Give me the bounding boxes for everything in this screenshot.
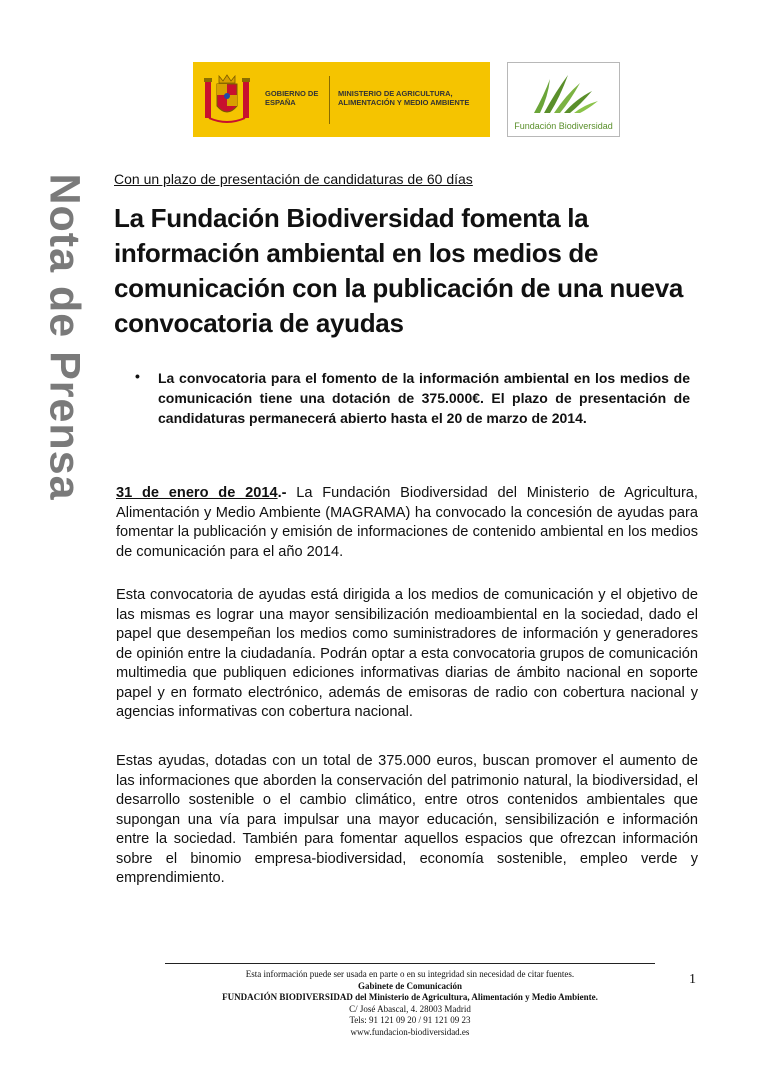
- headline: La Fundación Biodiversidad fomenta la información ambiental en los medios de comunicación con la publicación de una nueva convocatoria de ayudas: [114, 203, 684, 338]
- nota-de-prensa-label: Nota de Prensa: [40, 173, 89, 501]
- bullet-text: La convocatoria para el fomento de la información ambiental en los medios de comunicación tiene una dotación de 375.000€. El plazo de presentación de candidaturas permanecerá abierto hasta el 20 de marzo de 2014.: [158, 370, 690, 426]
- bullet-icon: •: [135, 368, 140, 384]
- coat-of-arms-icon: [203, 72, 251, 127]
- footer-address: C/ José Abascal, 4. 28003 Madrid: [349, 1003, 471, 1014]
- paragraph-3: Estas ayudas, dotadas con un total de 375.000 euros, buscan promover el aumento de las informaciones que aborden la conservación del patrimonio natural, la biodiversidad, el desarrollo sostenible o el cambio climático, entre otros contenidos ambientales que supongan una vía para impulsar una mayor educación, sensibilización e información entre la sociedad. También para fomentar aquellos espacios que ofrezcan información sobre el binomio empresa-biodiversidad, economía sostenible, empleo verde y emprendimiento.: [116, 753, 698, 886]
- gobierno-logo: [193, 62, 490, 137]
- kicker: Con un plazo de presentación de candidaturas de 60 días: [114, 171, 473, 187]
- footer-divider: [165, 963, 655, 964]
- gobierno-text: GOBIERNO DE ESPAÑA: [265, 89, 319, 107]
- footer-website[interactable]: www.fundacion-biodiversidad.es: [350, 1026, 470, 1037]
- grass-logo-icon: [530, 73, 600, 115]
- footer: [165, 969, 655, 1038]
- paragraph-1: [116, 484, 698, 562]
- footer-department: Gabinete de Comunicación: [357, 980, 462, 991]
- fundacion-logo-text: Fundación Biodiversidad: [514, 121, 613, 131]
- paragraph-2: Esta convocatoria de ayudas está dirigida a los medios de comunicación y el objetivo de las mismas es lograr una mayor sensibilización medioambiental en la sociedad, dado el papel que desempeñan los medios como suministradores de información y generadores de opinión entre la ciudadanía. Podrán optar a esta convocatoria grupos de comunicación multimedia que publiquen ediciones informativas diarias de ámbito nacional en soporte papel y en formato electrónico, además de emisoras de radio con cobertura nacional y agencias informativas con cobertura nacional.: [116, 587, 698, 720]
- footer-disclaimer: Esta información puede ser usada en parte o en su integridad sin necesidad de citar fuentes.: [245, 969, 575, 979]
- logo-divider: [329, 76, 330, 124]
- page-number: 1: [689, 972, 696, 987]
- fundacion-biodiversidad-logo: [507, 62, 620, 137]
- dateline-separator: .-: [277, 485, 287, 501]
- footer-organization: FUNDACIÓN BIODIVERSIDAD del Ministerio de Agricultura, Alimentación y Medio Ambiente.: [222, 992, 598, 1002]
- summary-bullet: [135, 368, 690, 428]
- paragraph-1-text: La Fundación Biodiversidad del Ministerio de Agricultura, Alimentación y Medio Ambiente (MAGRAMA) ha convocado la concesión de ayudas para fomentar la publicación y emisión de informaciones de contenido ambiental en los medios de comunicación para el año 2014.: [116, 485, 698, 560]
- footer-phones: Tels: 91 121 09 20 / 91 121 09 23: [349, 1015, 471, 1025]
- ministerio-text: MINISTERIO DE AGRICULTURA, ALIMENTACIÓN Y MEDIO AMBIENTE: [338, 89, 470, 107]
- dateline: 31 de enero de 2014: [116, 485, 278, 501]
